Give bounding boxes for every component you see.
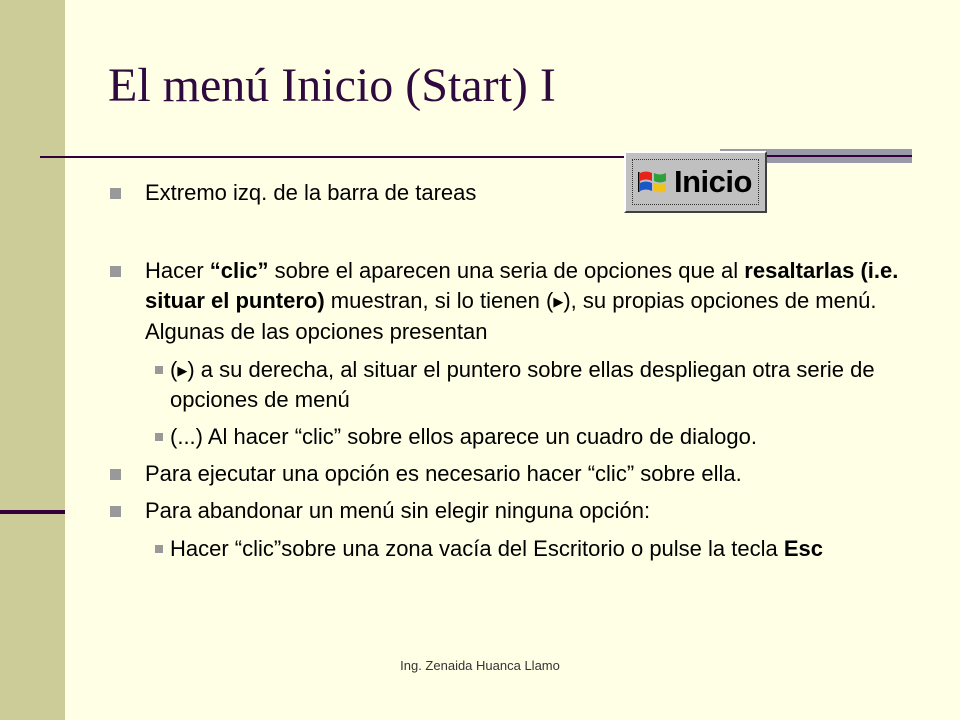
bullet-text-part: ), su propias opciones de menú. Algunas de las opciones presentan bbox=[145, 288, 877, 344]
bullet-text-bold: Esc bbox=[783, 536, 823, 561]
bullet-text-bold: “clic” bbox=[209, 258, 269, 283]
submenu-arrow-icon: ▶ bbox=[553, 294, 564, 309]
bullet-click-options bbox=[110, 256, 910, 347]
bullet-text-part: sobre el aparecen una seria de opciones que al bbox=[268, 258, 745, 283]
slide-footer: Ing. Zenaida Huanca Llamo bbox=[400, 658, 560, 673]
bullet-text-part: Hacer bbox=[145, 258, 210, 283]
bullet-text-part: ( bbox=[170, 357, 178, 382]
bullet-taskbar-left bbox=[110, 178, 910, 208]
sub-bullet-arrow-options bbox=[110, 355, 910, 414]
bullet-abandon-menu bbox=[110, 496, 910, 526]
bullet-text-part: ) a su derecha, al situar el puntero sobre ellas despliegan otra serie de opciones de menú bbox=[170, 357, 875, 412]
bullet-text-part: Hacer “clic”sobre una zona vacía del Escritorio o pulse la tecla bbox=[170, 536, 784, 561]
bullet-execute-option bbox=[110, 459, 910, 489]
band-accent-line bbox=[0, 510, 65, 514]
bullet-text-part: muestran, si lo tienen ( bbox=[324, 288, 554, 313]
slide-title: El menú Inicio (Start) I bbox=[108, 59, 556, 112]
start-button-label: Inicio bbox=[674, 164, 752, 199]
bullet-text: Extremo izq. de la barra de tareas bbox=[145, 180, 477, 205]
submenu-arrow-icon: ▶ bbox=[177, 363, 188, 378]
sub-bullet-click-desktop bbox=[110, 534, 910, 563]
bullet-text-bold: resaltarlas (i.e. situar el puntero) bbox=[145, 258, 899, 313]
bullet-text: (...) Al hacer “clic” sobre ellos aparece un cuadro de dialogo. bbox=[170, 424, 757, 449]
title-rule bbox=[40, 156, 640, 158]
sub-bullet-ellipsis-options bbox=[110, 422, 910, 451]
left-decorative-band bbox=[0, 0, 65, 720]
bullet-text: Para ejecutar una opción es necesario hacer “clic” sobre ella. bbox=[145, 461, 742, 486]
bullet-list bbox=[110, 172, 910, 563]
bullet-text: Para abandonar un menú sin elegir ninguna opción: bbox=[145, 498, 651, 523]
